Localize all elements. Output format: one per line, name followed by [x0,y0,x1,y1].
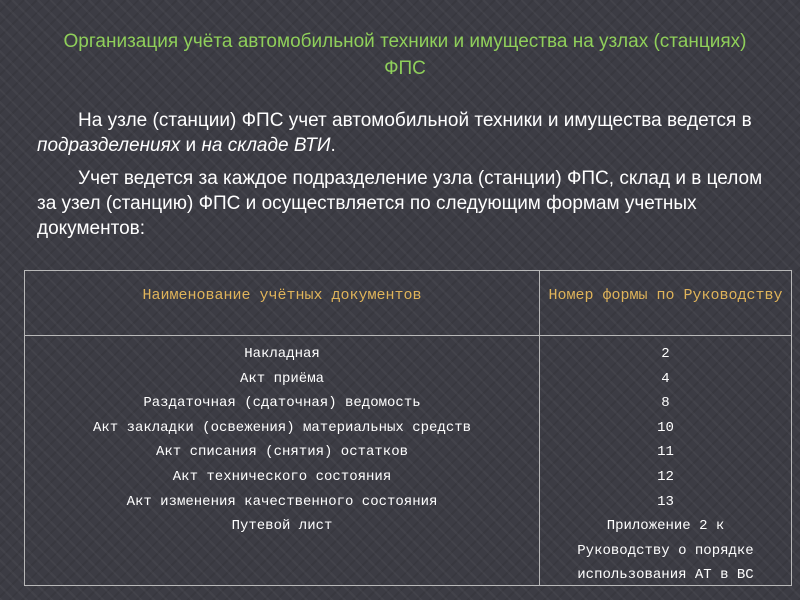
header-document-name: Наименование учётных документов [142,287,422,304]
form-number-item: 13 [657,493,674,510]
form-number-item: 4 [661,370,670,387]
header-form-number: Номер формы по Руководству [548,287,783,304]
form-number-list [540,342,791,588]
form-number-item: использования АТ в ВС [577,567,754,584]
paragraph-1-emph-warehouse: на складе ВТИ [201,135,331,156]
documents-table [24,270,792,586]
document-item: Накладная [244,346,320,362]
form-number-item: 8 [661,395,670,412]
document-item: Раздаточная (сдаточная) ведомость [143,395,421,412]
paragraph-1-period: . [330,135,336,156]
document-item: Акт списания (снятия) остатков [155,444,409,461]
paragraph-1-text: На узле (станции) ФПС учет автомобильной техники и имущества ведется в [78,110,752,131]
form-number-item: 10 [657,419,674,436]
form-number-item: Приложение 2 к [606,518,725,535]
form-number-item: 12 [657,468,674,485]
document-item: Акт изменения качественного состояния [126,493,438,510]
paragraph-1-emph-subdivisions: подразделениях [37,135,181,156]
document-list [25,342,539,539]
document-item: Акт закладки (освежения) материальных средств [92,419,472,436]
form-number-item: Руководству о порядке [577,542,754,559]
paragraph-2: Учет ведется за каждое подразделение узла (станции) ФПС, склад и в целом за узел (станцию) ФПС и осуществляется по следующим формам учетных документов: [37,168,763,239]
document-item: Путевой лист [231,518,333,535]
paragraph-1-text-and: и [180,135,202,156]
slide-title: Организация учёта автомобильной техники и имущества на узлах (станциях) ФПС [63,31,747,79]
document-item: Акт технического состояния [172,468,392,485]
paragraph-1 [37,108,777,158]
form-number-item: 11 [657,444,674,461]
slide-body [37,108,777,249]
form-number-item: 2 [661,346,670,362]
document-item: Акт приёма [239,370,324,387]
